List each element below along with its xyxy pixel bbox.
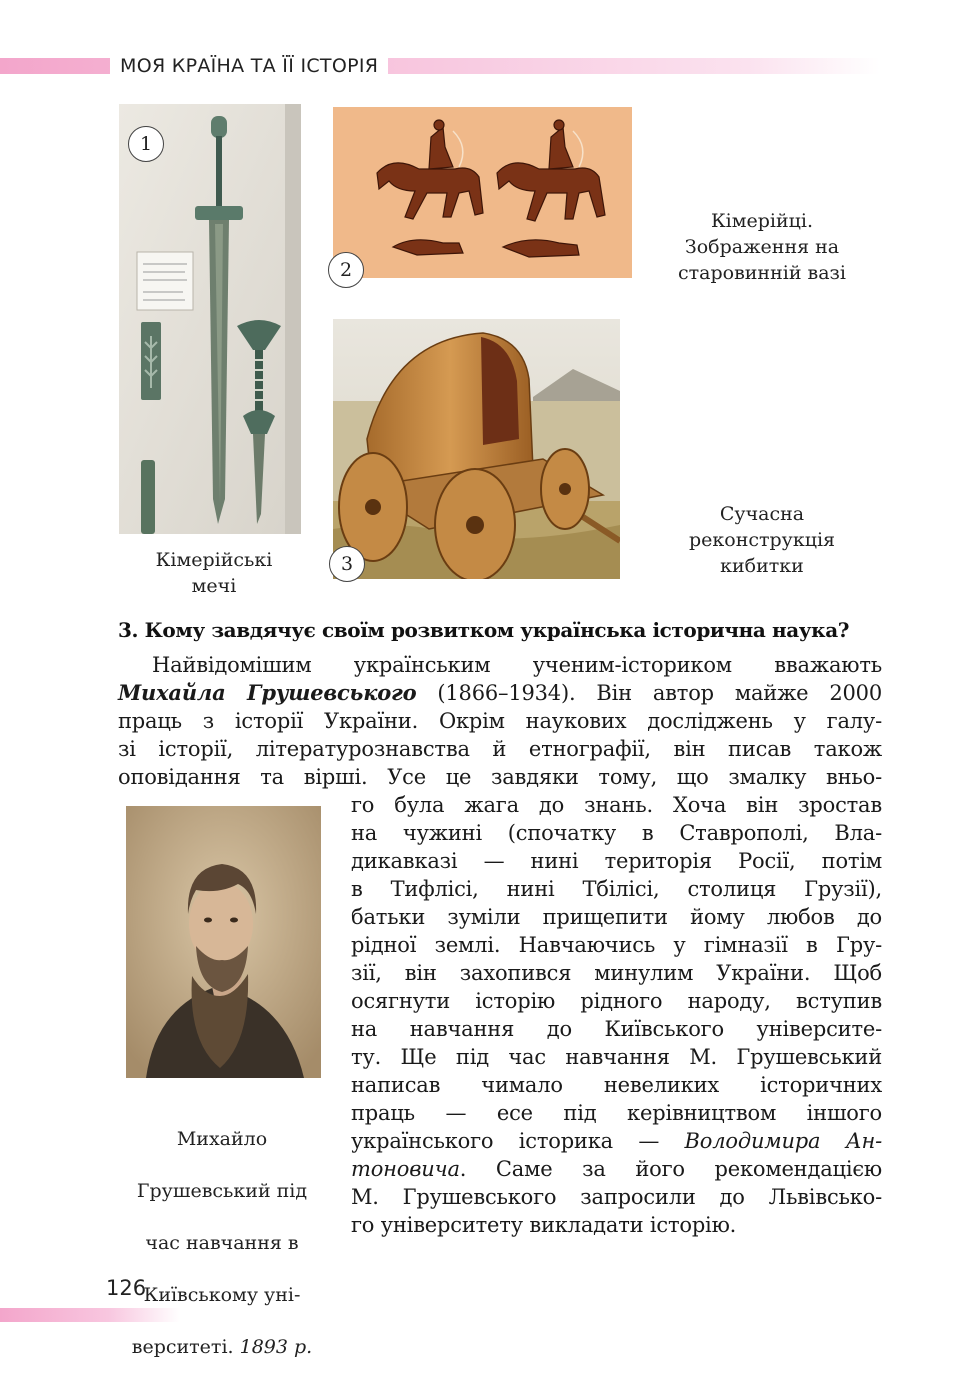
text-line: тоновича. Саме за його рекомендацією bbox=[351, 1157, 882, 1181]
person-name: Михайла Грушевського bbox=[118, 680, 417, 705]
text-line: написав чимало невеликих історичних bbox=[351, 1073, 882, 1097]
text-line: батьки зуміли прищепити йому любов до bbox=[351, 905, 882, 929]
text-line: на навчання до Київського університе- bbox=[351, 1017, 882, 1041]
swords-photo bbox=[119, 104, 301, 534]
portrait-photo bbox=[126, 806, 321, 1078]
figure-number-badge: 3 bbox=[329, 546, 365, 582]
vase-painting bbox=[333, 107, 632, 278]
figure-number-badge: 2 bbox=[328, 252, 364, 288]
text-line: осягнути історію рідного народу, вступив bbox=[351, 989, 882, 1013]
page-number: 126 bbox=[106, 1276, 147, 1300]
text-line: в Тифлісі, нині Тбілісі, столиця Грузії), bbox=[351, 877, 882, 901]
text-line: го університету викладати історію. bbox=[351, 1213, 737, 1237]
text-line: на чужині (спочатку в Ставрополі, Вла- bbox=[351, 821, 882, 845]
text-line: дикавказі — нині територія Росії, потім bbox=[351, 849, 882, 873]
text-line: українського історика — Володимира Ан- bbox=[351, 1129, 882, 1153]
section-heading: 3. Кому завдячує своїм розвитком українська історична наука? bbox=[118, 618, 850, 642]
running-header: МОЯ КРАЇНА ТА ЇЇ ІСТОРІЯ bbox=[110, 54, 388, 78]
footer-bar bbox=[0, 1308, 180, 1322]
text-line: Найвідомішим українським ученим-істориком вважають bbox=[152, 653, 882, 677]
person-name: тоновича bbox=[351, 1157, 460, 1181]
wagon-caption: Сучасна реконструкція кибитки bbox=[688, 503, 836, 577]
text-line: праць — есе під керівництвом іншого bbox=[351, 1101, 882, 1125]
person-name: Володимира Ан- bbox=[684, 1129, 882, 1153]
swords-caption: Кімерійські мечі bbox=[155, 549, 273, 597]
text-line: зії, він захопився минулим України. Щоб bbox=[351, 961, 882, 985]
text-line: го була жага до знань. Хоча він зростав bbox=[351, 793, 882, 817]
vase-caption: Кімерійці. Зображення на старовинній вазі bbox=[677, 210, 846, 284]
figure-number-badge: 1 bbox=[128, 126, 164, 162]
text-line: Михайла Грушевського (1866–1934). Він автор майже 2000 bbox=[118, 680, 882, 705]
text-line: оповідання та вірші. Усе це завдяки тому, що змалку вньо- bbox=[118, 765, 882, 789]
text-line: М. Грушевського запросили до Львівсько- bbox=[351, 1185, 882, 1209]
wagon-illustration bbox=[333, 319, 620, 579]
portrait-caption: Михайло Грушевський під час навчання в Київському уні- верситеті. 1893 р. bbox=[131, 1128, 313, 1358]
text-line: зі історії, літературознавства й етнографії, він писав також bbox=[118, 737, 882, 761]
text-line: ту. Ще під час навчання М. Грушевський bbox=[351, 1045, 882, 1069]
text-line: праць з історії України. Окрім наукових досліджень у галу- bbox=[118, 709, 882, 733]
text-line: рідної землі. Навчаючись у гімназії в Гру- bbox=[351, 933, 882, 957]
